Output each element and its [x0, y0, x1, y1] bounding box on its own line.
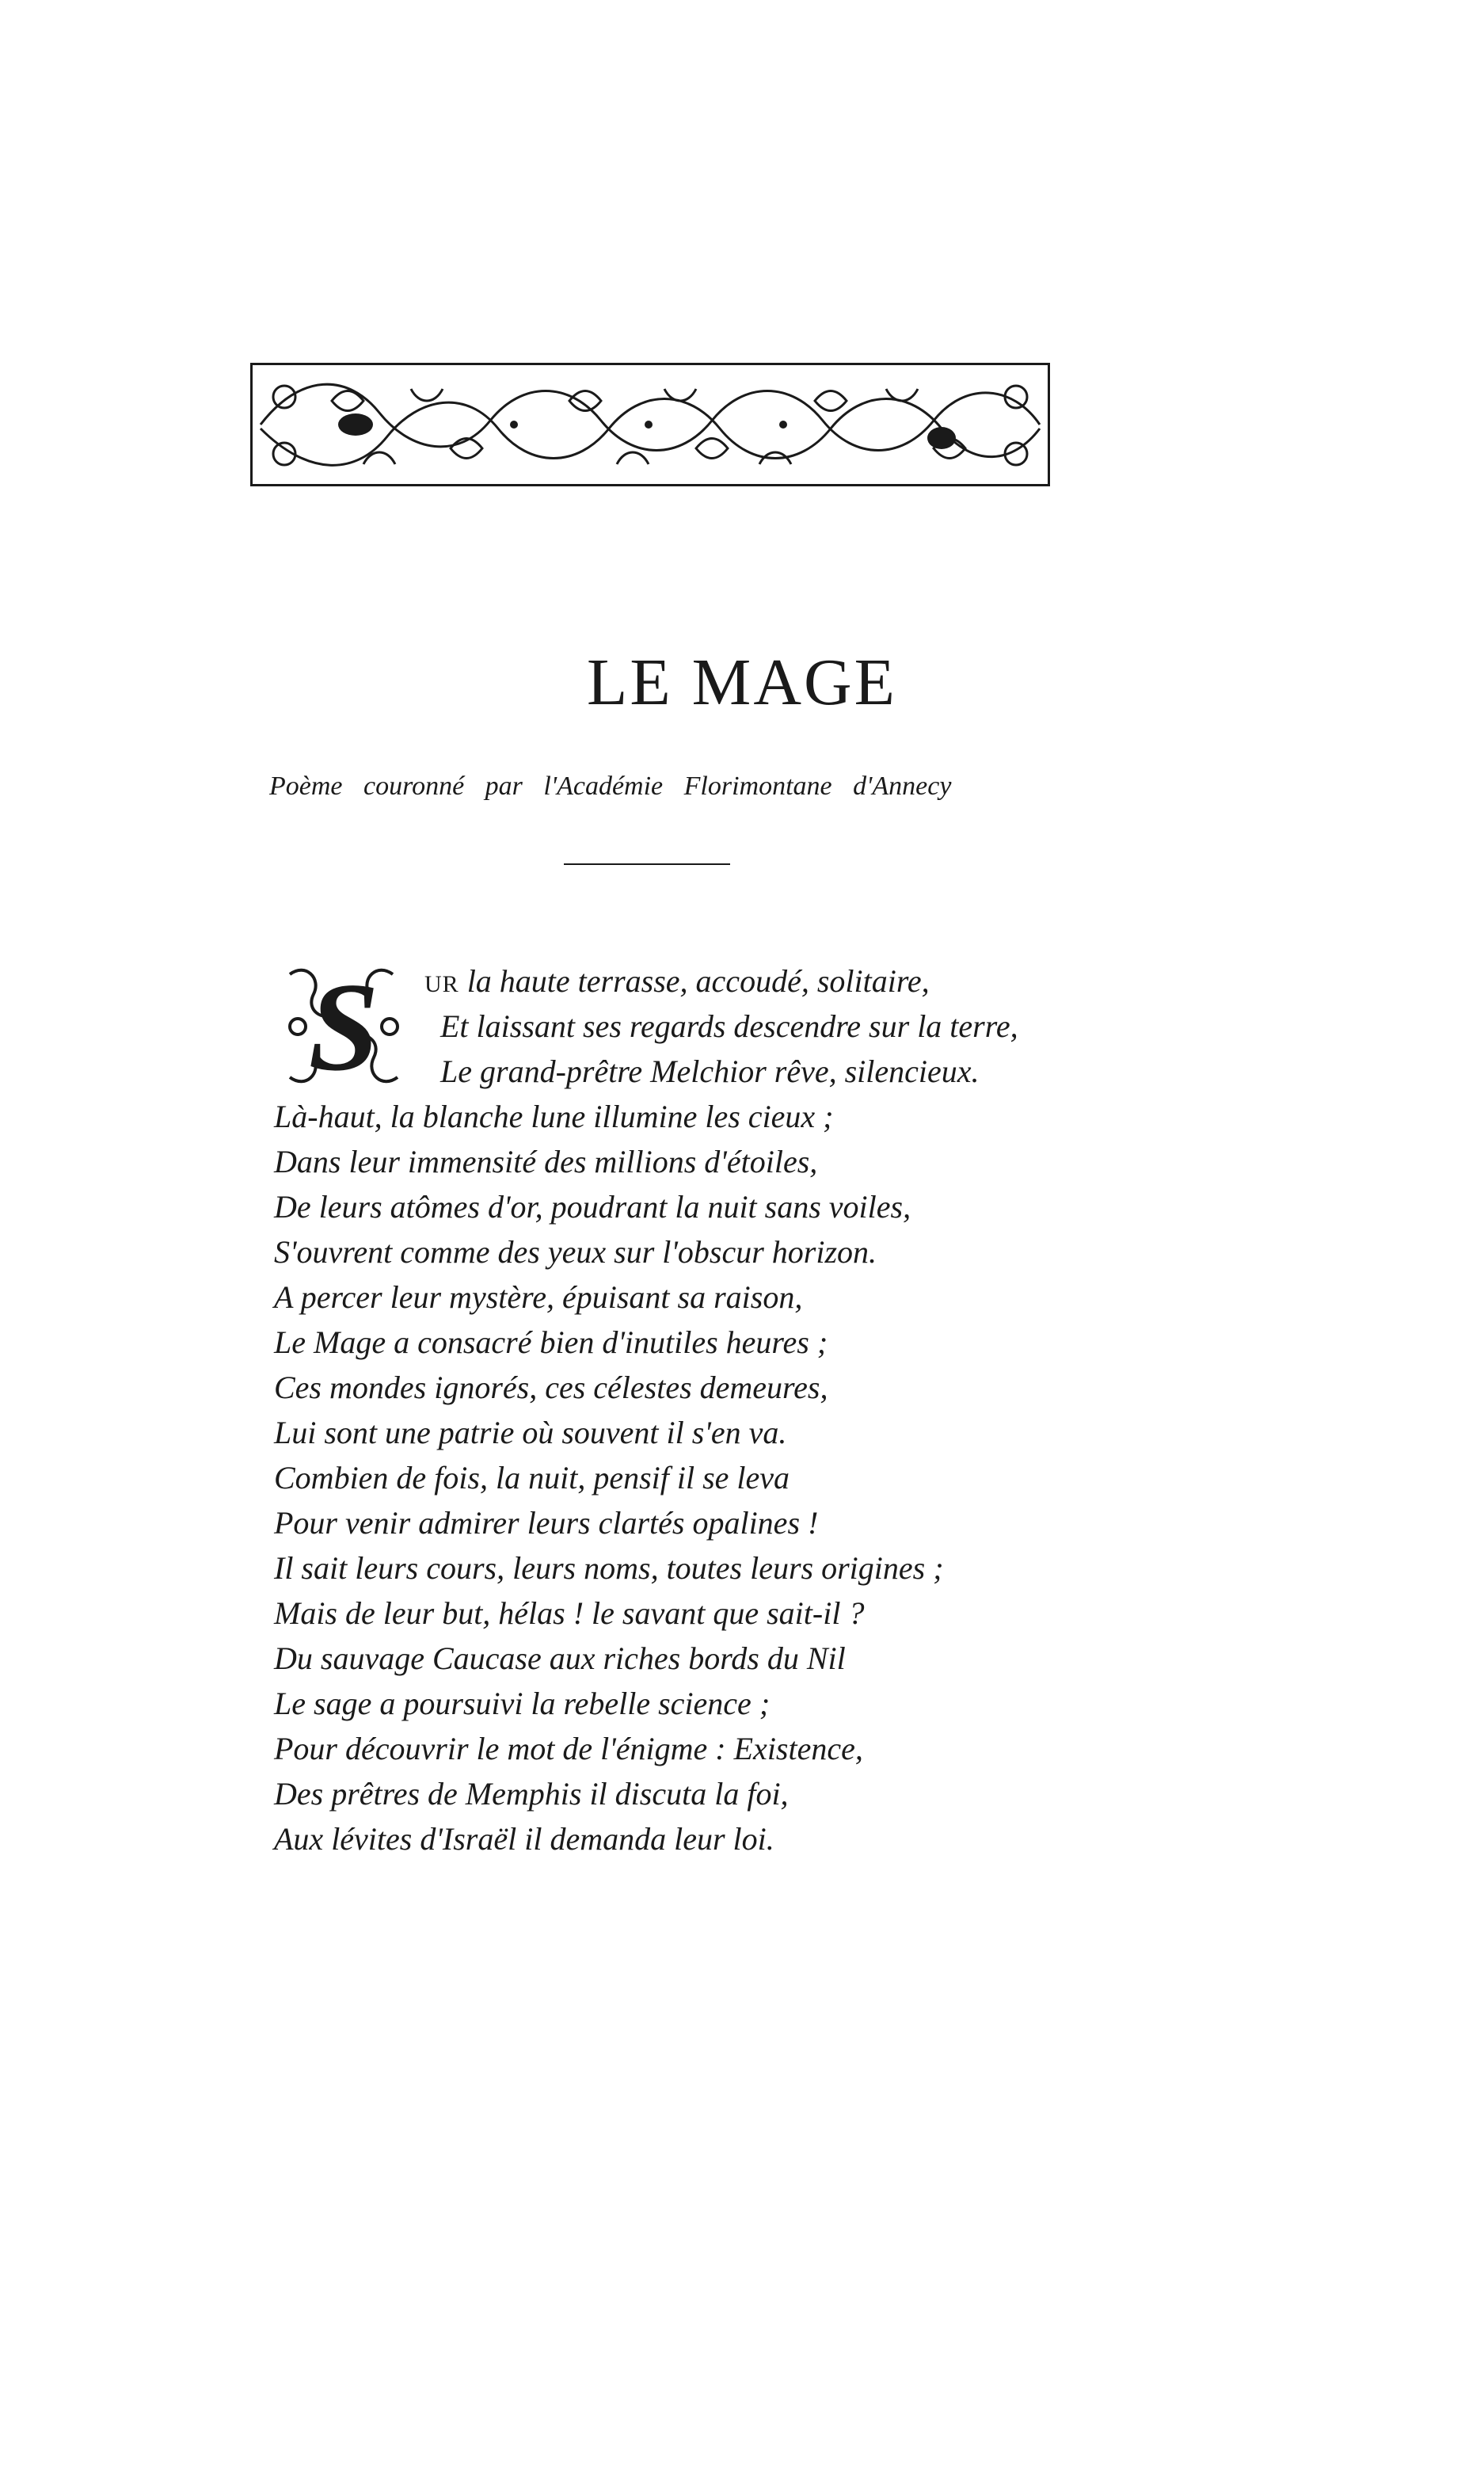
- poem-line-9: Le Mage a consacré bien d'inutiles heures ;: [274, 1324, 828, 1360]
- drop-cap-letter: S: [308, 958, 379, 1095]
- poem-line-7: S'ouvrent comme des yeux sur l'obscur horizon.: [274, 1234, 877, 1270]
- poem-line-14: Il sait leurs cours, leurs noms, toutes leurs origines ;: [274, 1550, 944, 1586]
- poem-line-5: Dans leur immensité des millions d'étoiles,: [274, 1144, 818, 1179]
- poem-line-6: De leurs atômes d'or, poudrant la nuit sans voiles,: [274, 1189, 911, 1225]
- poem-line-12: Combien de fois, la nuit, pensif il se leva: [274, 1460, 790, 1495]
- poem-line-18: Pour découvrir le mot de l'énigme : Existence,: [274, 1731, 863, 1766]
- poem-body: [274, 958, 1074, 1861]
- poem-line-10: Ces mondes ignorés, ces célestes demeures,: [274, 1370, 828, 1405]
- drop-cap-initial: [274, 958, 413, 1095]
- first-word-caps: UR: [424, 971, 459, 997]
- poem-line-20: Aux lévites d'Israël il demanda leur loi.: [274, 1821, 774, 1857]
- poem-title: LE MAGE: [587, 646, 897, 719]
- title-divider: [564, 863, 730, 865]
- poem-line-16: Du sauvage Caucase aux riches bords du Nil: [274, 1640, 846, 1676]
- poem-subtitle: Poème couronné par l'Académie Florimontane d'Annecy: [269, 772, 952, 801]
- poem-line-2: Et laissant ses regards descendre sur la terre,: [440, 1008, 1018, 1044]
- poem-line-11: Lui sont une patrie où souvent il s'en va.: [274, 1415, 787, 1450]
- floral-initial-icon: [274, 958, 413, 1095]
- poem-line-15: Mais de leur but, hélas ! le savant que sait-il ?: [274, 1595, 865, 1631]
- poem-line-4: Là-haut, la blanche lune illumine les cieux ;: [274, 1099, 834, 1134]
- ornamental-headpiece-icon: [250, 363, 1050, 486]
- poem-line-17: Le sage a poursuivi la rebelle science ;: [274, 1686, 771, 1721]
- poem-line-8: A percer leur mystère, épuisant sa raison,: [274, 1279, 803, 1315]
- poem-line-1: UR la haute terrasse, accoudé, solitaire,: [424, 963, 930, 999]
- poem-line-19: Des prêtres de Memphis il discuta la foi,: [274, 1776, 789, 1812]
- poem-line-13: Pour venir admirer leurs clartés opalines !: [274, 1505, 819, 1541]
- poem-line-3: Le grand-prêtre Melchior rêve, silencieux.: [440, 1054, 980, 1089]
